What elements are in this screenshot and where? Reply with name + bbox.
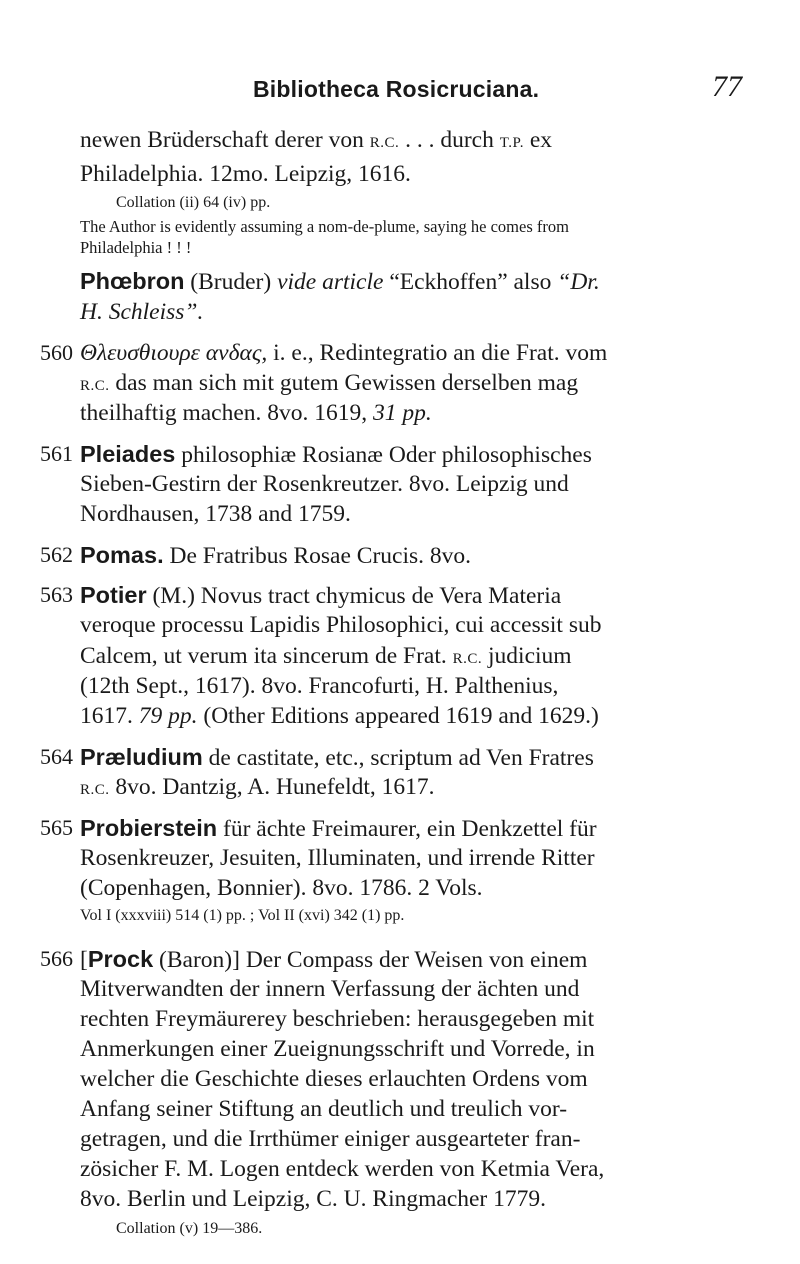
- text-line: H. Schleiss”.: [80, 299, 204, 325]
- text-line: Collation (v) 19—386.: [116, 1220, 263, 1237]
- running-title: Bibliotheca Rosicruciana.: [253, 76, 540, 102]
- text-line: (Copenhagen, Bonnier). 8vo. 1786. 2 Vols.: [80, 875, 483, 901]
- text-line: veroque processu Lapidis Philosophici, cui accessit sub: [80, 612, 602, 638]
- entry-number: 563: [40, 582, 73, 607]
- text-line: Rosenkreuzer, Jesuiten, Illuminaten, und irrende Ritter: [80, 845, 595, 871]
- text-line: Præludium de castitate, etc., scriptum ad Ven Fratres: [80, 744, 594, 771]
- text-line: Pleiades philosophiæ Rosianæ Oder philosophisches: [80, 441, 592, 468]
- text-line: Philadelphia. 12mo. Leipzig, 1616.: [80, 161, 411, 187]
- text-line: theilhaftig machen. 8vo. 1619, 31 pp.: [80, 400, 432, 426]
- page-number: 77: [712, 70, 742, 103]
- text-line: Phœbron (Bruder) vide article “Eckhoffen” also “Dr.: [80, 268, 600, 295]
- text-line: zösicher F. M. Logen entdeck werden von Ketmia Vera,: [80, 1156, 605, 1182]
- entry-number: 565: [40, 815, 73, 840]
- text-line: R.C. das man sich mit gutem Gewissen derselben mag: [80, 370, 579, 396]
- entry-number: 561: [40, 441, 73, 466]
- text-line: R.C. 8vo. Dantzig, A. Hunefeldt, 1617.: [80, 774, 435, 800]
- text-line: The Author is evidently assuming a nom-de-plume, saying he comes from: [80, 217, 569, 236]
- text-line: [Prock (Baron)] Der Compass der Weisen von einem: [80, 946, 588, 973]
- text-line: Calcem, ut verum ita sincerum de Frat. R.C. judicium: [80, 643, 572, 669]
- text-line: Pomas. De Fratribus Rosae Crucis. 8vo.: [80, 542, 472, 569]
- text-line: (12th Sept., 1617). 8vo. Francofurti, H. Palthenius,: [80, 673, 559, 699]
- text-line: Philadelphia ! ! !: [80, 238, 192, 257]
- text-line: 1617. 79 pp. (Other Editions appeared 1619 and 1629.): [80, 703, 599, 729]
- entry-number: 562: [40, 542, 73, 567]
- text-line: rechten Freymäurerey beschrieben: herausgegeben mit: [80, 1006, 595, 1032]
- text-line: welcher die Geschichte dieses erlauchten Ordens vom: [80, 1066, 588, 1092]
- text-line: Potier (M.) Novus tract chymicus de Vera Materia: [80, 582, 562, 609]
- entry-number: 560: [40, 340, 73, 365]
- text-line: newen Brüderschaft derer von R.C. . . . durch T.P. ex: [80, 127, 553, 153]
- text-line: Probierstein für ächte Freimaurer, ein Denkzettel für: [80, 815, 597, 842]
- text-line: Anfang seiner Stiftung an deutlich und treulich vor-: [80, 1096, 568, 1122]
- text-line: Nordhausen, 1738 and 1759.: [80, 501, 351, 527]
- text-line: Vol I (xxxviii) 514 (1) pp. ; Vol II (xvi) 342 (1) pp.: [80, 907, 405, 924]
- text-line: Sieben-Gestirn der Rosenkreutzer. 8vo. Leipzig und: [80, 471, 569, 497]
- entry-number: 564: [40, 744, 73, 769]
- text-line: getragen, und die Irrthümer einiger ausgearteter fran-: [80, 1126, 581, 1152]
- entry-number: 566: [40, 946, 73, 971]
- page-header: [0, 70, 800, 110]
- text-line: Anmerkungen einer Zueignungsschrift und Vorrede, in: [80, 1036, 595, 1062]
- text-line: Collation (ii) 64 (iv) pp.: [116, 194, 271, 211]
- text-line: 8vo. Berlin und Leipzig, C. U. Ringmacher 1779.: [80, 1186, 547, 1212]
- text-line: Mitverwandten der innern Verfassung der ächten und: [80, 976, 580, 1002]
- text-line: Θλευσθιουρε ανδας, i. e., Redintegratio an die Frat. vom: [80, 340, 608, 366]
